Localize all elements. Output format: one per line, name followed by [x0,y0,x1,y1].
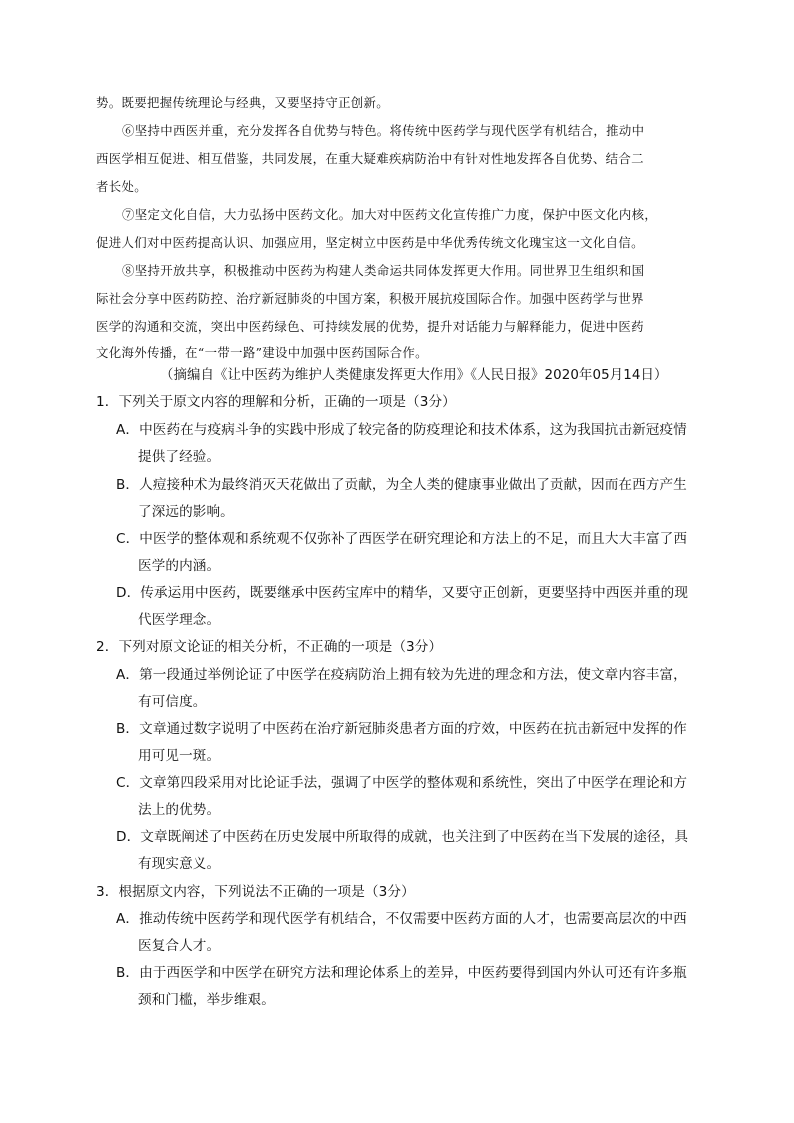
passage-line: 西医学相互促进、相互借鉴，共同发展，在重大疑难疾病防治中有针对性地发挥各自优势、结合二 [96,151,644,166]
question-option: A．推动传统中医药学和现代医学有机结合，不仅需要中医药方面的人才，也需要高层次的中西 [116,911,687,927]
question-option-cont: 用可见一斑。 [138,748,221,764]
passage-line: 促进人们对中医药提高认识、加强应用，坚定树立中医药是中华优秀传统文化瑰宝这一文化自信。 [96,235,644,250]
question-option-cont: 了深远的影响。 [138,504,234,520]
passage-line: 际社会分享中医药防控、治疗新冠肺炎的中国方案，积极开展抗疫国际合作。加强中医药学与世界 [96,291,644,306]
question-option: B．文章通过数字说明了中医药在治疗新冠肺炎患者方面的疗效，中医药在抗击新冠中发挥的作 [116,721,687,737]
passage-line: ⑦坚定文化自信，大力弘扬中医药文化。加大对中医药文化宣传推广力度，保护中医文化内核， [122,207,658,222]
question-option: A．第一段通过举例论证了中医学在疫病防治上拥有较为先进的理念和方法，使文章内容丰富， [116,667,687,683]
question-option-cont: 医复合人才。 [138,938,221,954]
question-option-cont: 提供了经验。 [138,449,221,465]
question-option: A．中医药在与疫病斗争的实践中形成了较完备的防疫理论和技术体系，这为我国抗击新冠疫情 [116,422,687,438]
question-option: D．传承运用中医药，既要继承中医药宝库中的精华，又要守正创新，更要坚持中西医并重的现 [116,585,689,601]
passage-source: （摘编自《让中医药为维护人类健康发挥更大作用》《人民日报》2020年05月14日） [160,368,668,383]
question-option: B．由于西医学和中医学在研究方法和理论体系上的差异，中医药要得到国内外认可还有许多瓶 [116,965,687,981]
passage-line: 文化海外传播，在“一带一路”建设中加强中医药国际合作。 [96,345,428,360]
question-option: C．中医学的整体观和系统观不仅弥补了西医学在研究理论和方法上的不足，而且大大丰富了西 [116,531,688,547]
question-option: B．人痘接种术为最终消灭天花做出了贡献，为全人类的健康事业做出了贡献，因而在西方产生 [116,477,687,493]
passage-line: 势。既要把握传统理论与经典，又要坚持守正创新。 [96,95,390,110]
question-option-cont: 有可信度。 [138,694,207,710]
question-stem: 2．下列对原文论证的相关分析，不正确的一项是（3分） [96,639,443,655]
question-stem: 3．根据原文内容，下列说法不正确的一项是（3分） [96,884,415,900]
question-option-cont: 有现实意义。 [138,856,221,872]
question-option: C．文章第四段采用对比论证手法，强调了中医学的整体观和系统性，突出了中医学在理论和方 [116,775,688,791]
question-option-cont: 法上的优势。 [138,802,221,818]
question-option-cont: 医学的内涵。 [138,558,221,574]
passage-line: ⑧坚持开放共享，积极推动中医药为构建人类命运共同体发挥更大作用。同世界卫生组织和国 [122,263,645,278]
passage-line: ⑥坚持中西医并重，充分发挥各自优势与特色。将传统中医药学与现代医学有机结合，推动中 [122,123,645,138]
question-option: D．文章既阐述了中医药在历史发展中所取得的成就，也关注到了中医药在当下发展的途径，具 [116,829,689,845]
passage-line: 医学的沟通和交流，突出中医药绿色、可持续发展的优势，提升对话能力与解释能力，促进中医药 [96,319,644,334]
passage-line: 者长处。 [96,179,147,194]
question-stem: 1．下列关于原文内容的理解和分析，正确的一项是（3分） [96,394,456,410]
question-option-cont: 代医学理念。 [138,612,221,628]
question-option-cont: 颈和门槛，举步维艰。 [138,992,275,1008]
